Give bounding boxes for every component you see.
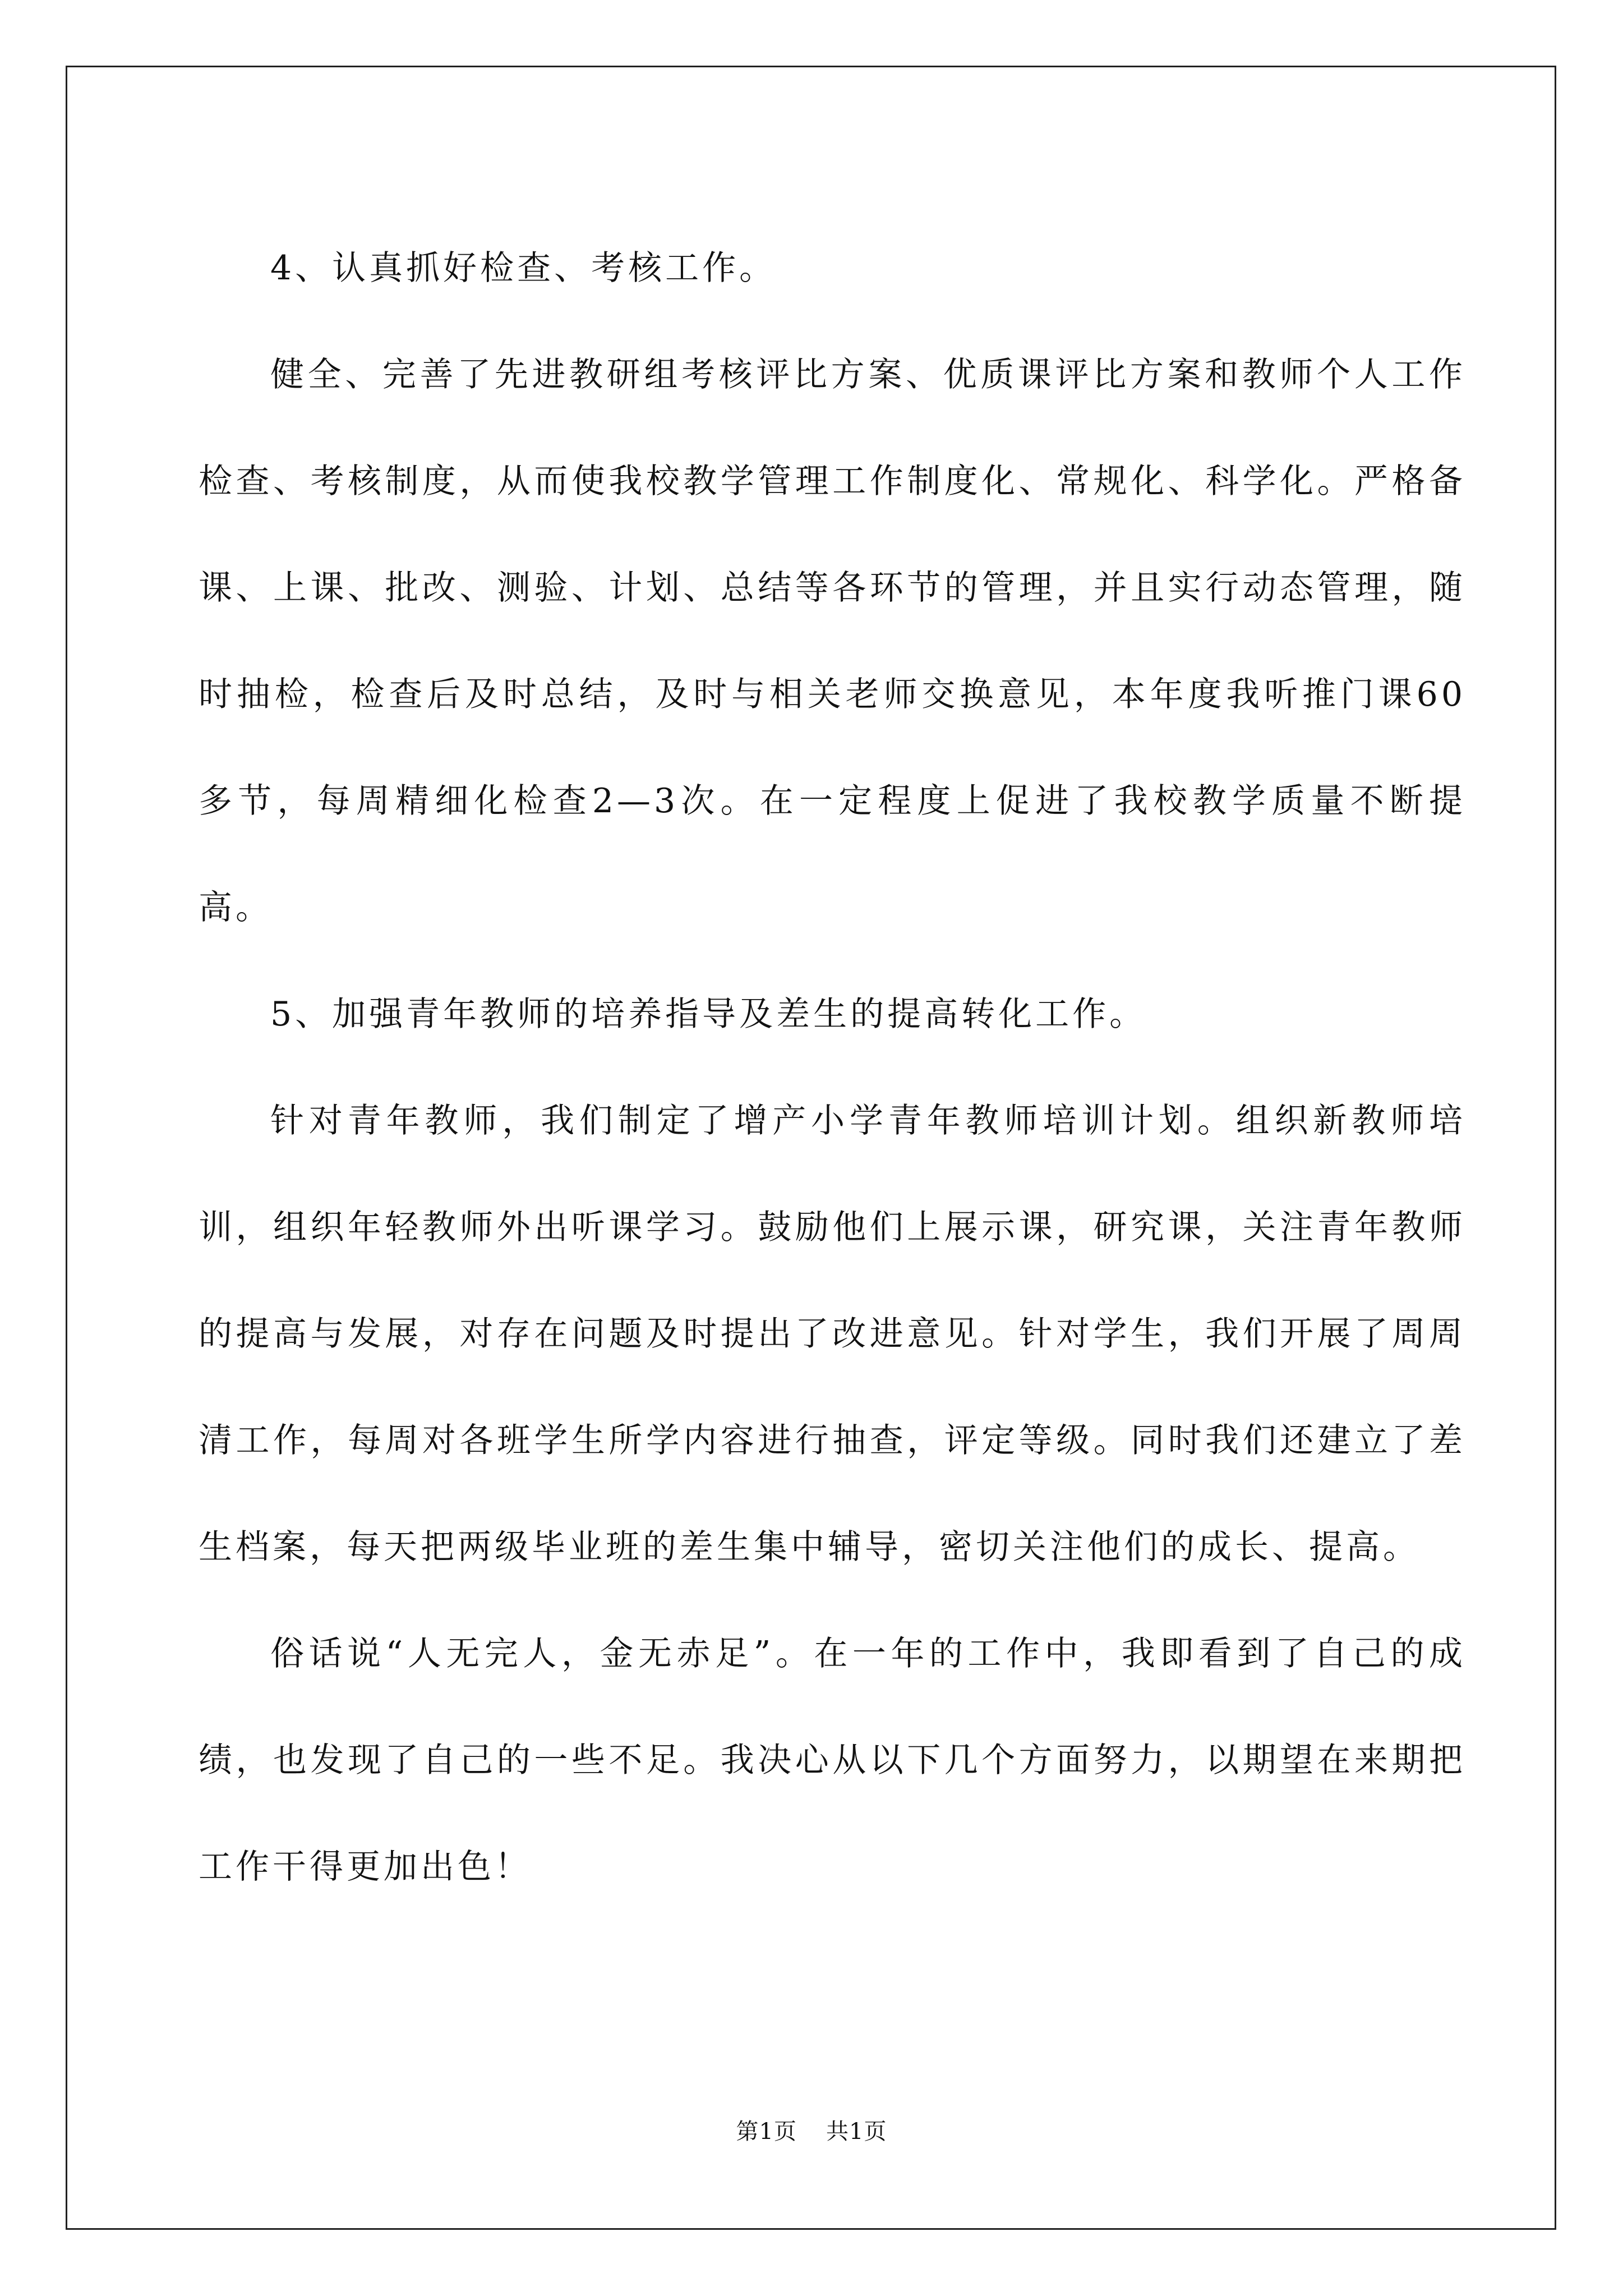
page-number: 第1页 (736, 2119, 797, 2145)
paragraph-item-4-heading: 4、认真抓好检查、考核工作。 (270, 249, 777, 288)
paragraph-conclusion: 俗话说“人无完人，金无赤足”。在一年的工作中，我即看到了自己的成绩，也发现了自己的一些不足。我决心从以下几个方面努力，以期望在来期把工作干得更加出色！ (199, 1634, 1466, 1887)
document-body (199, 215, 1466, 1920)
paragraph-item-5-heading: 5、加强青年教师的培养指导及差生的提高转化工作。 (270, 995, 1147, 1034)
page-total: 共1页 (826, 2119, 887, 2145)
paragraph-inspection-details: 健全、完善了先进教研组考核评比方案、优质课评比方案和教师个人工作检查、考核制度，从而使我校教学管理工作制度化、常规化、科学化。严格备课、上课、批改、测验、计划、总结等各环节的管理，并且实行动态管理，随时抽检，检查后及时总结，及时与相关老师交换意见，本年度我听推门课60多节，每周精细化检查2—3次。在一定程度上促进了我校教学质量不断提高。 (199, 355, 1466, 927)
paragraph-teacher-training-details: 针对青年教师，我们制定了增产小学青年教师培训计划。组织新教师培训，组织年轻教师外出听课学习。鼓励他们上展示课，研究课，关注青年教师的提高与发展，对存在问题及时提出了改进意见。针对学生，我们开展了周周清工作，每周对各班学生所学内容进行抽查，评定等级。同时我们还建立了差生档案，每天把两级毕业班的差生集中辅导，密切关注他们的成长、提高。 (199, 1101, 1466, 1567)
page-footer (0, 2115, 1623, 2148)
